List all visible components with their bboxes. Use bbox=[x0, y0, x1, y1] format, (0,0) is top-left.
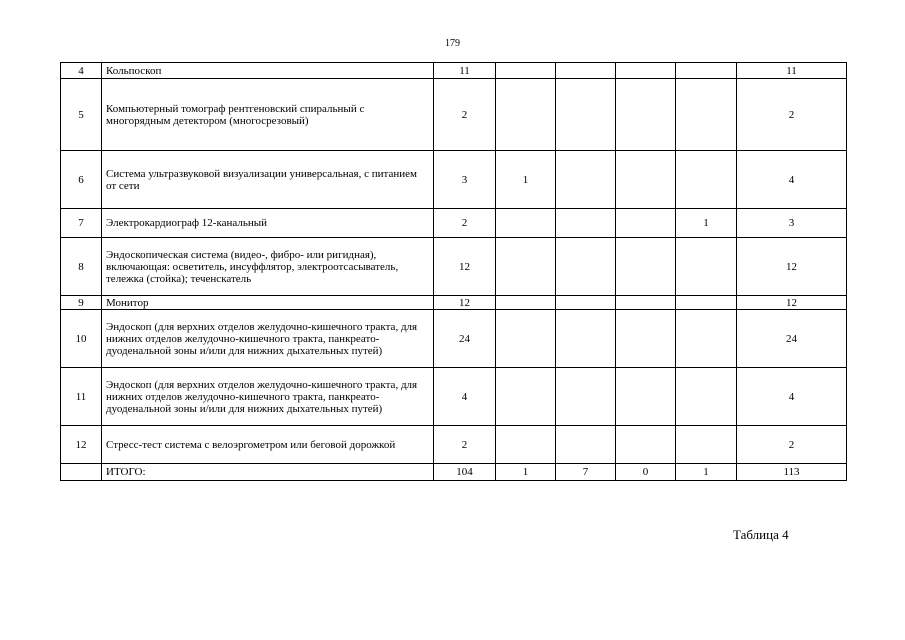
quantity-cell bbox=[616, 238, 676, 296]
quantity-cell: 0 bbox=[616, 464, 676, 481]
equipment-name: Эндоскопическая система (видео-, фибро- или ригидная), включающая: осветитель, инсуффлятор, электроотсасыватель, тележка (стойка); теченскатель bbox=[102, 238, 434, 296]
equipment-name: Компьютерный томограф рентгеновский спиральный с многорядным детектором (многосрезовый) bbox=[102, 79, 434, 151]
quantity-cell: 2 bbox=[434, 426, 496, 464]
quantity-cell bbox=[496, 209, 556, 238]
row-number bbox=[61, 464, 102, 481]
row-number: 10 bbox=[61, 310, 102, 368]
row-number: 9 bbox=[61, 296, 102, 310]
equipment-name: Эндоскоп (для верхних отделов желудочно-кишечного тракта, для нижних отделов желудочно-кишечного тракта, панкреато-дуоденальной зоны и/или для нижних дыхательных путей) bbox=[102, 368, 434, 426]
quantity-cell bbox=[556, 238, 616, 296]
equipment-name: ИТОГО: bbox=[102, 464, 434, 481]
row-number: 4 bbox=[61, 63, 102, 79]
quantity-cell: 1 bbox=[676, 464, 737, 481]
quantity-cell bbox=[676, 63, 737, 79]
equipment-table bbox=[60, 62, 847, 481]
quantity-cell bbox=[496, 296, 556, 310]
total-quantity: 2 bbox=[737, 79, 847, 151]
total-quantity: 4 bbox=[737, 368, 847, 426]
quantity-cell bbox=[556, 296, 616, 310]
total-quantity: 24 bbox=[737, 310, 847, 368]
quantity-cell bbox=[616, 296, 676, 310]
quantity-cell bbox=[556, 426, 616, 464]
quantity-cell: 1 bbox=[496, 464, 556, 481]
total-quantity: 113 bbox=[737, 464, 847, 481]
row-number: 11 bbox=[61, 368, 102, 426]
quantity-cell bbox=[556, 368, 616, 426]
table-row bbox=[61, 310, 847, 368]
row-number: 7 bbox=[61, 209, 102, 238]
equipment-name: Электрокардиограф 12-канальный bbox=[102, 209, 434, 238]
quantity-cell: 11 bbox=[434, 63, 496, 79]
quantity-cell bbox=[556, 151, 616, 209]
table-row bbox=[61, 368, 847, 426]
row-number: 12 bbox=[61, 426, 102, 464]
quantity-cell bbox=[496, 310, 556, 368]
table-row bbox=[61, 464, 847, 481]
table-row bbox=[61, 209, 847, 238]
table-row bbox=[61, 238, 847, 296]
total-quantity: 2 bbox=[737, 426, 847, 464]
quantity-cell: 2 bbox=[434, 209, 496, 238]
equipment-name: Система ультразвуковой визуализации универсальная, с питанием от сети bbox=[102, 151, 434, 209]
quantity-cell bbox=[616, 79, 676, 151]
quantity-cell bbox=[616, 368, 676, 426]
row-number: 6 bbox=[61, 151, 102, 209]
table-row bbox=[61, 79, 847, 151]
page-number: 179 bbox=[445, 38, 460, 49]
row-number: 8 bbox=[61, 238, 102, 296]
quantity-cell bbox=[616, 63, 676, 79]
quantity-cell bbox=[616, 151, 676, 209]
quantity-cell bbox=[556, 310, 616, 368]
quantity-cell bbox=[556, 209, 616, 238]
total-quantity: 11 bbox=[737, 63, 847, 79]
quantity-cell: 7 bbox=[556, 464, 616, 481]
quantity-cell bbox=[676, 296, 737, 310]
equipment-name: Монитор bbox=[102, 296, 434, 310]
quantity-cell bbox=[556, 63, 616, 79]
quantity-cell bbox=[496, 79, 556, 151]
quantity-cell: 12 bbox=[434, 238, 496, 296]
table-row bbox=[61, 296, 847, 310]
table-row bbox=[61, 63, 847, 79]
quantity-cell bbox=[676, 238, 737, 296]
quantity-cell: 12 bbox=[434, 296, 496, 310]
quantity-cell: 4 bbox=[434, 368, 496, 426]
table-caption: Таблица 4 bbox=[733, 527, 789, 542]
total-quantity: 12 bbox=[737, 296, 847, 310]
row-number: 5 bbox=[61, 79, 102, 151]
equipment-name: Кольпоскоп bbox=[102, 63, 434, 79]
equipment-name: Стресс-тест система с велоэргометром или беговой дорожкой bbox=[102, 426, 434, 464]
quantity-cell bbox=[676, 310, 737, 368]
quantity-cell: 104 bbox=[434, 464, 496, 481]
quantity-cell: 1 bbox=[676, 209, 737, 238]
equipment-name: Эндоскоп (для верхних отделов желудочно-кишечного тракта, для нижних отделов желудочно-кишечного тракта, панкреато-дуоденальной зоны и/или для нижних дыхательных путей) bbox=[102, 310, 434, 368]
quantity-cell bbox=[496, 368, 556, 426]
total-quantity: 4 bbox=[737, 151, 847, 209]
quantity-cell: 3 bbox=[434, 151, 496, 209]
quantity-cell bbox=[496, 426, 556, 464]
quantity-cell bbox=[676, 151, 737, 209]
table-row bbox=[61, 426, 847, 464]
quantity-cell bbox=[616, 209, 676, 238]
quantity-cell bbox=[496, 238, 556, 296]
quantity-cell bbox=[676, 426, 737, 464]
quantity-cell: 1 bbox=[496, 151, 556, 209]
quantity-cell bbox=[676, 368, 737, 426]
quantity-cell bbox=[556, 79, 616, 151]
total-quantity: 3 bbox=[737, 209, 847, 238]
quantity-cell: 2 bbox=[434, 79, 496, 151]
quantity-cell bbox=[616, 310, 676, 368]
quantity-cell: 24 bbox=[434, 310, 496, 368]
quantity-cell bbox=[676, 79, 737, 151]
table-row bbox=[61, 151, 847, 209]
quantity-cell bbox=[616, 426, 676, 464]
total-quantity: 12 bbox=[737, 238, 847, 296]
quantity-cell bbox=[496, 63, 556, 79]
